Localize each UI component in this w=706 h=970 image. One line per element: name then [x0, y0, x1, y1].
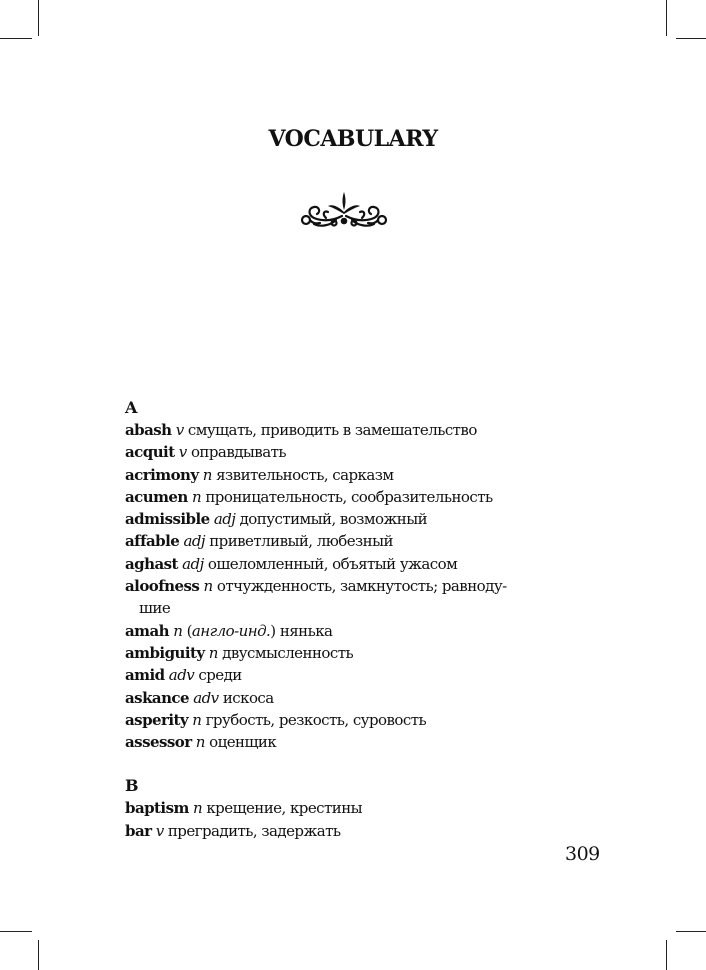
- entry-translation: язвительность, сарказм: [216, 465, 394, 484]
- entry-word: acquit: [125, 443, 175, 462]
- entry-translation: крещение, крестины: [206, 799, 363, 818]
- section-gap: [125, 753, 575, 775]
- entry-word: admissible: [125, 510, 210, 529]
- entry-word: askance: [125, 688, 190, 707]
- entry-word: affable: [125, 532, 180, 551]
- vocab-entry: [125, 620, 575, 642]
- entry-word: assessor: [125, 733, 192, 752]
- entry-pos: v: [155, 821, 164, 840]
- entry-word: ambiguity: [125, 643, 205, 662]
- vocab-entry: [125, 664, 575, 686]
- floral-ornament-icon: [296, 190, 392, 230]
- entry-word: bar: [125, 821, 152, 840]
- vocab-entry: [125, 441, 575, 463]
- entry-word: acumen: [125, 487, 188, 506]
- entry-pos: n: [203, 577, 213, 596]
- entry-word: baptism: [125, 799, 189, 818]
- entry-word: amid: [125, 666, 165, 685]
- entry-note-open: (: [186, 621, 192, 640]
- entry-translation: проницательность, сообразительность: [205, 487, 493, 506]
- entry-translation: нянька: [279, 621, 333, 640]
- entry-word: abash: [125, 421, 172, 439]
- crop-mark: [0, 931, 32, 932]
- entry-pos: v: [178, 443, 187, 462]
- vocab-entry: [125, 820, 575, 842]
- vocab-entry: [125, 464, 575, 486]
- entry-word: acrimony: [125, 465, 199, 484]
- entry-pos: n: [208, 643, 218, 662]
- page-number: 309: [565, 843, 600, 865]
- crop-mark: [666, 940, 667, 970]
- crop-mark: [38, 0, 39, 36]
- section-letter: B: [125, 776, 139, 796]
- entry-pos: v: [175, 421, 184, 439]
- crop-mark: [666, 0, 667, 36]
- entry-word: asperity: [125, 710, 189, 729]
- entry-translation: искоса: [222, 688, 274, 707]
- entry-pos: adj: [213, 510, 236, 529]
- entry-translation: смущать, приводить в замешательство: [187, 421, 477, 439]
- entry-translation: оправдывать: [190, 443, 286, 462]
- vocabulary-list: [125, 397, 575, 842]
- vocab-entry: [125, 486, 575, 508]
- entry-translation: среди: [198, 666, 242, 685]
- entry-note-close: ): [270, 621, 276, 640]
- entry-pos: adv: [168, 666, 195, 685]
- entry-translation: двусмысленность: [222, 643, 354, 662]
- section-letter: A: [125, 398, 138, 417]
- entry-word: aghast: [125, 554, 178, 573]
- entry-translation: приветливый, любезный: [209, 532, 393, 551]
- crop-mark: [676, 931, 706, 932]
- vocab-entry: [125, 797, 575, 819]
- entry-word: amah: [125, 621, 170, 640]
- entry-pos: n: [192, 487, 202, 506]
- crop-mark: [0, 38, 32, 39]
- entry-translation: преградить, задержать: [167, 821, 341, 840]
- entry-note: англо-инд.: [191, 621, 271, 640]
- page-title: VOCABULARY: [268, 126, 438, 152]
- entry-word: aloofness: [125, 577, 200, 596]
- entry-translation: отчужденность, замкнутость; равноду-: [216, 577, 507, 596]
- entry-translation-continuation: шие: [139, 599, 171, 618]
- vocab-entry: [125, 530, 575, 552]
- entry-pos: n: [193, 799, 203, 818]
- entry-pos: n: [195, 733, 205, 752]
- entry-translation: допустимый, возможный: [239, 510, 428, 529]
- entry-pos: n: [173, 621, 183, 640]
- entry-pos: n: [202, 465, 212, 484]
- entry-pos: adj: [183, 532, 205, 551]
- entry-translation: грубость, резкость, суровость: [205, 710, 427, 729]
- vocab-entry: [125, 575, 575, 620]
- crop-mark: [676, 38, 706, 39]
- vocab-entry: [125, 731, 575, 753]
- vocab-entry: [125, 419, 575, 441]
- vocab-entry: [125, 687, 575, 709]
- crop-mark: [38, 940, 39, 970]
- vocab-entry: [125, 642, 575, 664]
- entry-pos: adj: [182, 554, 204, 573]
- entry-pos: n: [192, 710, 202, 729]
- vocab-entry: [125, 553, 575, 575]
- vocab-entry: [125, 709, 575, 731]
- vocab-entry: [125, 508, 575, 530]
- entry-translation: оценщик: [209, 733, 277, 752]
- entry-translation: ошеломленный, объятый ужасом: [207, 554, 458, 573]
- entry-pos: adv: [193, 688, 219, 707]
